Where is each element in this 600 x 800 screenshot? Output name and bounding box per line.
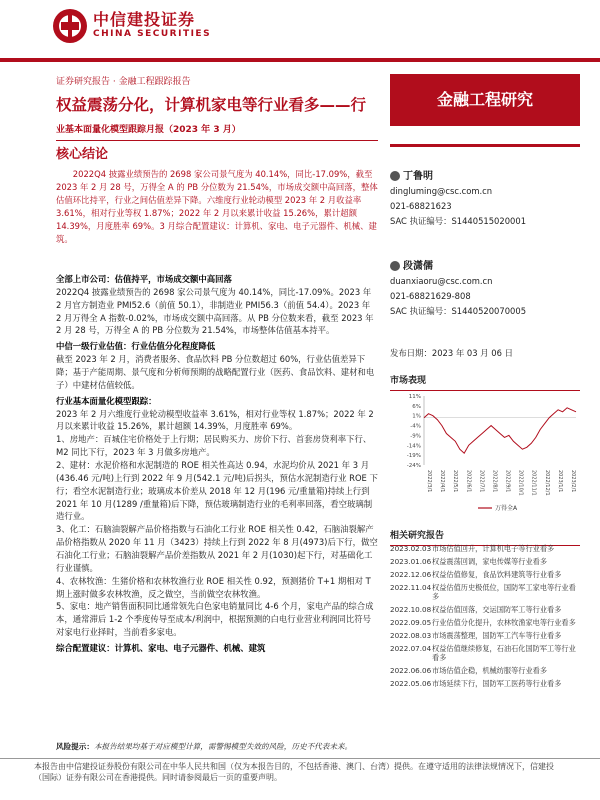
y-tick-label: -19% xyxy=(406,453,421,460)
y-tick-label: -4% xyxy=(410,423,421,430)
person-icon xyxy=(390,171,400,181)
y-tick-label: 1% xyxy=(412,413,421,420)
related-title: 权益估值修复，食品饮料建筑等行业看多 xyxy=(432,570,562,579)
y-tick-label: 11% xyxy=(408,394,421,400)
author-cert: SAC 执证编号：S1440515020001 xyxy=(390,216,527,227)
risk-text: 本报告结果均基于对应模型计算，需警惕模型失效的风险，历史不代表未来。 xyxy=(93,742,353,751)
section-body-3: 2023 年 2 月六维度行业轮动模型收益率 3.61%，相对行业等权 1.87%；2022 年 2 月以来累计收益 15.26%，累计超额 14.39%，月度胜率 69%。 xyxy=(56,408,374,432)
author-email[interactable]: duanxiaoru@csc.com.cn xyxy=(390,276,493,287)
publish-value: 2023 年 03 月 06 日 xyxy=(431,348,513,358)
related-title: 市场延续下行，国防军工医药等行业看多 xyxy=(432,679,562,688)
x-tick-label: 2022/8/1 xyxy=(491,470,498,493)
market-heading: 市场表现 xyxy=(390,375,580,391)
section-title-1: 全部上市公司：估值持平，市场成交额中高回落 xyxy=(56,274,232,284)
item-building-materials: 2、建材：水泥价格和水泥制造的 ROE 相关性高达 0.94，水泥均价从 2021 年 3 月(436.46 元/吨)上行到 2022 年 9 月(542.1 元/吨)后拐头，预估水泥制造行业 ROE 下行；看空水泥制造行业；玻璃成本价差从 2018 年 12 月(196 元/重量箱)持续上行到 2021 年 10 月(1289 /重量箱)后下降，预估玻璃制造行业的毛利率回落，看空玻璃制造行业。 xyxy=(56,460,378,522)
related-title: 权益估值回落，交运国防军工等行业看多 xyxy=(432,605,562,614)
section-body-2: 截至 2023 年 2 月，消费者服务、食品饮料 PB 分位数超过 60%，行业估值差异下降；基于产能周期、景气度和分析师预期的战略配置行业（医药、食品饮料、建材和电子）中建材估值较低。 xyxy=(56,354,375,390)
brand-name-cn: 中信建投证券 xyxy=(93,9,196,29)
related-date: 2022.08.03 xyxy=(390,631,432,640)
brand-mark-icon xyxy=(52,8,88,44)
x-tick-label: 2023/2/1 xyxy=(570,470,576,493)
risk-label: 风险提示： xyxy=(56,742,94,751)
item-home-appliances: 5、家电：地产销售面积同比通常领先白色家电销量同比 4-6 个月，家电产品的综合成本，通常滞后 1-2 个季度传导至成本/利润中，根据预测的白电行业营业利润同比符号对家电行业择时，当前看多家电。 xyxy=(56,601,374,638)
related-title: 权益估值历史极低位，国防军工家电等行业看多 xyxy=(432,583,576,601)
related-title: 行业估值分化提升，农林牧渔家电等行业看多 xyxy=(432,618,576,627)
y-tick-label: -9% xyxy=(410,433,421,440)
related-date: 2022.09.05 xyxy=(390,618,432,627)
risk-note xyxy=(56,742,378,753)
related-date: 2022.12.06 xyxy=(390,570,432,579)
author-name: 丁鲁明 xyxy=(403,171,433,182)
section-body-1: 2022Q4 披露业绩预告的 2698 家公司景气度为 40.14%，同比-17.09%。2023 年 2 月官方制造业 PMI52.6（前值 50.1），非制造业 PMI56.3（前值 54.4）。2023 年 2 月万得全 A 指数-0.02%，市场成交额中高回落。从 PB 分位数来看，截至 2023 年 2 月 28 号，万得全 A 的 PB 分位数为 21.54%，市场整体估值基本持平。 xyxy=(56,286,374,336)
related-item[interactable] xyxy=(390,605,580,614)
publish-date xyxy=(390,348,513,360)
core-summary xyxy=(56,168,378,246)
related-item[interactable] xyxy=(390,618,580,627)
item-chemicals: 3、化工：石脑油裂解产品价格指数与石油化工行业 ROE 相关性 0.42，石脑油裂解产品价格指数从 2020 年 11 月（3423）持续上行到 2022 年 8 月(4973)后下行，做空石油化工行业；石脑油裂解产品价差指数从 2021 年 2 月(1030)起下行，对基础化工行业谨慎。 xyxy=(56,524,378,573)
legend-label: 万得全A xyxy=(495,505,518,512)
item-agriculture: 4、农林牧渔：生猪价格和农林牧渔行业 ROE 相关性 0.92，预测猪价 T+1 期相对 T 期上涨时做多农林牧渔，反之做空，当前做空农林牧渔。 xyxy=(56,575,371,599)
series-line xyxy=(424,408,576,453)
conclusion: 综合配置建议：计算机、家电、电子元器件、机械、建筑 xyxy=(56,643,266,654)
core-summary-text: 2022Q4 披露业绩预告的 2698 家公司景气度为 40.14%，同比-17.09%，截至 2023 年 2 月 28 号，万得全 A 的 PB 分位数为 21.54%，市场成交额中高回落，整体估值环比持平，行业之间估值差异下降。六维度行业轮动模型 2023 年 2 月收益率 3.61%，相对行业等权 1.87%；2022 年 2 月以来累计收益 15.26%，累计超额 14.39%，月度胜率 69%。3 月综合配置建议：计算机、家电、电子元器件、机械、建筑。 xyxy=(56,169,378,245)
header-divider xyxy=(0,58,600,62)
brand-name-en: CHINA SECURITIES xyxy=(93,29,212,40)
related-title: 权益估值继续修复，石油石化国防军工等行业看多 xyxy=(432,644,576,662)
publish-label: 发布日期： xyxy=(390,348,432,358)
y-tick-label: -14% xyxy=(406,443,421,450)
related-heading: 相关研究报告 xyxy=(390,530,580,546)
x-tick-label: 2022/6/1 xyxy=(465,470,472,493)
title-divider xyxy=(56,140,378,141)
section-title-3: 行业基本面量化模型跟踪： xyxy=(56,395,157,406)
side-section-title: 金融工程研究 xyxy=(390,74,580,126)
related-date: 2022.10.08 xyxy=(390,605,432,614)
x-axis xyxy=(426,470,576,496)
side-divider xyxy=(390,144,580,147)
related-item[interactable] xyxy=(390,570,580,579)
author-name: 段潇儒 xyxy=(403,261,433,272)
item-real-estate: 1、房地产：百城住宅价格处于上行期；居民购买力、房价下行、首套房贷利率下行、M2 同比下行，2023 年 3 月做多房地产。 xyxy=(56,434,372,458)
related-item[interactable] xyxy=(390,631,580,640)
x-tick-label: 2022/7/1 xyxy=(478,470,485,493)
related-item[interactable] xyxy=(390,666,580,675)
x-tick-label: 2022/12/1 xyxy=(543,470,550,496)
y-axis xyxy=(407,394,421,469)
market-chart xyxy=(390,390,580,515)
brand-logo xyxy=(52,8,211,44)
related-date: 2022.05.06 xyxy=(390,679,432,688)
author-card-1 xyxy=(390,170,526,230)
related-title: 市场估值企稳，机械纺服等行业看多 xyxy=(432,666,548,675)
related-date: 2022.11.04 xyxy=(390,583,432,592)
x-tick-label: 2023/1/1 xyxy=(556,470,563,493)
related-date: 2022.07.04 xyxy=(390,644,432,653)
x-tick-label: 2022/3/1 xyxy=(426,470,432,493)
core-heading: 核心结论 xyxy=(56,147,109,162)
doc-type: 证券研究报告 · 金融工程跟踪报告 xyxy=(56,77,191,87)
related-date: 2023.01.06 xyxy=(390,557,432,566)
y-tick-label: -24% xyxy=(406,463,421,469)
x-tick-label: 2022/9/1 xyxy=(504,470,511,493)
main-body xyxy=(56,270,378,655)
page-title: 权益震荡分化，计算机家电等行业看多——行 xyxy=(56,96,367,114)
related-title: 市场估值回升，计算机电子等行业看多 xyxy=(432,544,555,553)
x-tick-label: 2022/11/1 xyxy=(530,470,537,496)
related-list xyxy=(390,544,580,692)
related-date: 2022.06.06 xyxy=(390,666,432,675)
author-phone: 021-68821629-808 xyxy=(390,291,471,302)
y-tick-label: 6% xyxy=(412,403,421,410)
x-tick-label: 2022/10/1 xyxy=(517,470,524,496)
related-title: 权益震荡回调，家电传媒等行业看多 xyxy=(432,557,548,566)
person-icon xyxy=(390,261,400,271)
author-card-2 xyxy=(390,260,526,320)
x-tick-label: 2022/4/1 xyxy=(439,470,446,493)
related-title: 市场震荡整理，国防军工汽车等行业看多 xyxy=(432,631,562,640)
related-item[interactable] xyxy=(390,644,580,662)
author-cert: SAC 执证编号：S1440520070005 xyxy=(390,306,527,317)
author-email[interactable]: dingluming@csc.com.cn xyxy=(390,186,493,197)
author-phone: 021-68821623 xyxy=(390,201,452,212)
page-subtitle: 业基本面量化模型跟踪月报（2023 年 3 月） xyxy=(56,125,241,135)
x-tick-label: 2022/5/1 xyxy=(452,470,459,493)
section-title-2: 中信一级行业估值：行业估值分化程度降低 xyxy=(56,341,216,352)
related-item[interactable] xyxy=(390,557,580,566)
related-item[interactable] xyxy=(390,583,580,601)
related-item[interactable] xyxy=(390,544,580,553)
disclaimer: 本报告由中信建投证券股份有限公司在中华人民共和国（仅为本报告目的，不包括香港、澳门、台湾）提供。在遵守适用的法律法规情况下，信建投（国际）证券有限公司在香港提供。同时请参阅最后一页的重要声明。 xyxy=(0,758,600,783)
related-item[interactable] xyxy=(390,679,580,688)
related-date: 2023.02.03 xyxy=(390,544,432,553)
